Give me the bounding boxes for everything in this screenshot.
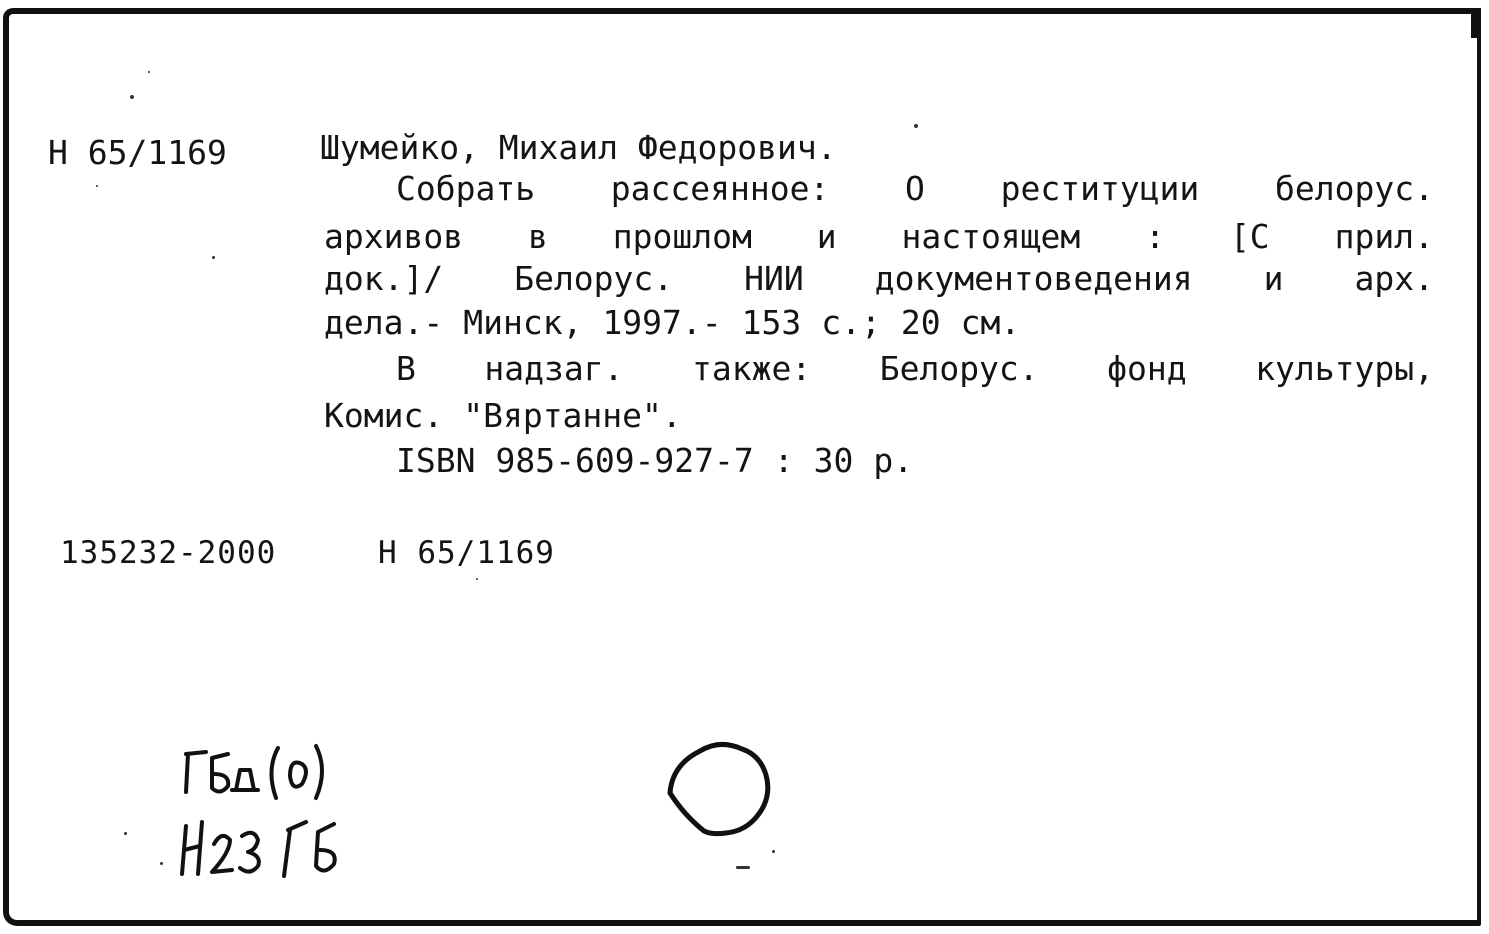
shelf-mark: Н 65/1169 bbox=[48, 133, 227, 172]
speck bbox=[914, 124, 918, 128]
description-word: Собрать bbox=[396, 169, 536, 208]
description-word: 30 bbox=[813, 441, 854, 480]
description-word: и bbox=[1263, 259, 1284, 298]
description-word: фонд bbox=[1107, 349, 1187, 388]
description-word: р. bbox=[873, 441, 914, 480]
description-line bbox=[324, 396, 1434, 436]
description-word: дела.- bbox=[324, 303, 444, 342]
description-line bbox=[396, 349, 1434, 389]
description-word: 1997.- bbox=[602, 303, 722, 342]
description-line bbox=[324, 259, 1434, 299]
description-word: док.]/ bbox=[324, 259, 444, 298]
description-word: прошлом bbox=[612, 217, 752, 256]
speck bbox=[476, 578, 478, 580]
description-word: и bbox=[816, 217, 837, 256]
description-word: реституции bbox=[1000, 169, 1200, 208]
description-word: также: bbox=[691, 349, 812, 388]
description-word: архивов bbox=[324, 217, 464, 256]
description-line bbox=[324, 217, 1434, 257]
description-word: арх. bbox=[1354, 259, 1434, 298]
description-word: : bbox=[1145, 217, 1166, 256]
inventory-shelf-mark: Н 65/1169 bbox=[378, 535, 555, 571]
handwritten-notes bbox=[176, 740, 376, 890]
description-word: В bbox=[396, 349, 416, 388]
speck bbox=[160, 862, 163, 865]
description-word: 153 bbox=[741, 303, 802, 342]
description-word: : bbox=[773, 441, 794, 480]
description-word: Минск, bbox=[463, 303, 583, 342]
description-word: [С bbox=[1229, 217, 1270, 256]
description-word: надзаг. bbox=[484, 349, 624, 388]
circle-stamp bbox=[660, 735, 785, 850]
description-word: Комис. bbox=[324, 396, 444, 435]
description-word: О bbox=[905, 169, 925, 208]
description-word: 985-609-927-7 bbox=[495, 441, 754, 480]
description-word: рассеянное: bbox=[610, 169, 830, 208]
speck bbox=[96, 185, 98, 187]
description-line bbox=[324, 303, 1434, 343]
description-word: настоящем bbox=[901, 217, 1081, 256]
description-word: в bbox=[527, 217, 548, 256]
description-line bbox=[396, 441, 1434, 481]
description-word: документоведения bbox=[874, 259, 1193, 298]
author-name: Шумейко, Михаил Федорович. bbox=[320, 128, 837, 167]
description-word: см. bbox=[960, 303, 1021, 342]
speck bbox=[148, 71, 150, 73]
description-word: Белорус. bbox=[514, 259, 674, 298]
description-word: "Вяртанне". bbox=[463, 396, 682, 435]
description-word: Белорус. bbox=[879, 349, 1039, 388]
description-word: культуры, bbox=[1255, 349, 1434, 388]
speck bbox=[736, 866, 750, 869]
speck bbox=[772, 850, 775, 853]
description-word: НИИ bbox=[744, 259, 804, 298]
speck bbox=[130, 95, 134, 99]
description-word: с.; bbox=[821, 303, 881, 342]
description-word: 20 bbox=[900, 303, 941, 342]
inventory-number: 135232-2000 bbox=[60, 535, 277, 571]
description-line bbox=[396, 169, 1434, 209]
card-corner-mark bbox=[1471, 8, 1481, 38]
description-word: прил. bbox=[1334, 217, 1434, 256]
description-word: ISBN bbox=[396, 441, 476, 480]
speck bbox=[124, 832, 127, 835]
description-word: белорус. bbox=[1275, 169, 1434, 208]
speck bbox=[212, 256, 215, 259]
